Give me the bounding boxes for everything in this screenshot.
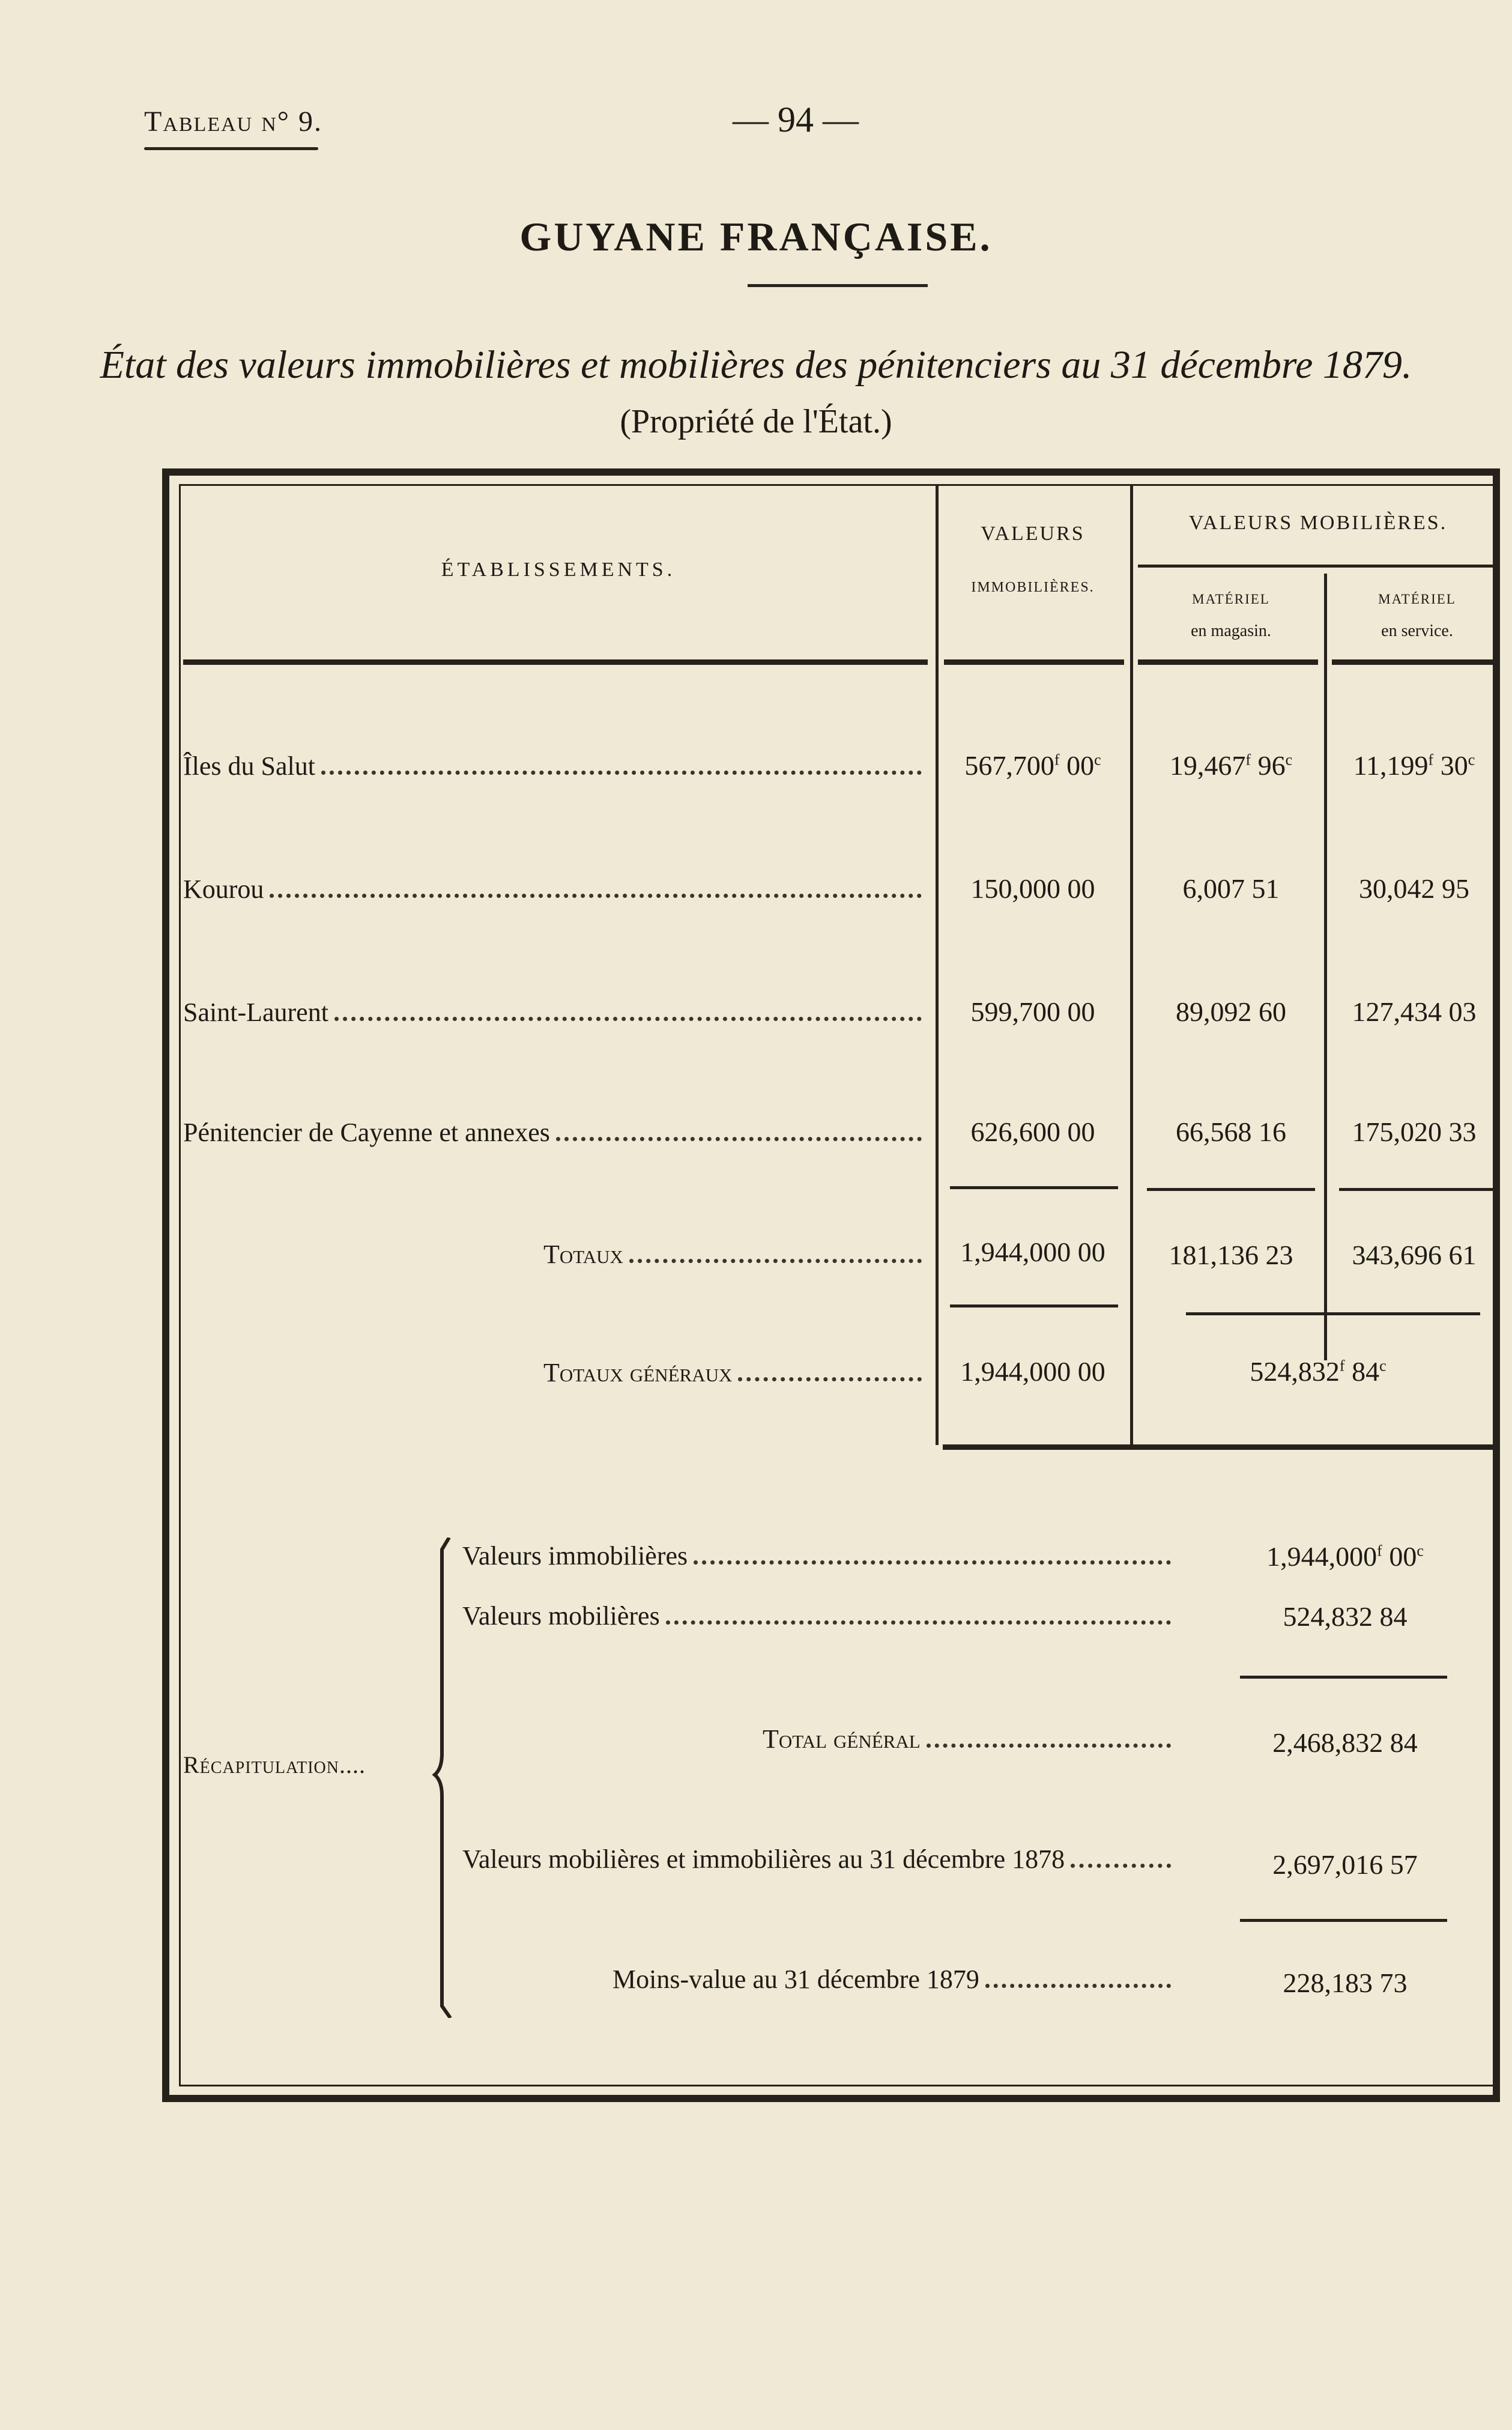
- column-header-materiel-service-sub: en service.: [1381, 622, 1453, 640]
- cell-value: 11,199: [1353, 750, 1429, 781]
- centime-mark: c: [1468, 751, 1475, 769]
- row-name: Saint-Laurent: [183, 998, 328, 1027]
- totaux-generaux-mob: [1141, 1356, 1495, 1387]
- recap-text: Valeurs mobilières: [462, 1601, 660, 1631]
- column-rule-1: [936, 484, 939, 1445]
- recap-valeurs-1878: [462, 1844, 1177, 1876]
- column-header-etablissements: ÉTABLISSEMENTS.: [441, 559, 676, 581]
- recap-immobilieres-value: [1225, 1541, 1465, 1572]
- leader-dots: [629, 1259, 922, 1263]
- column-rule-2: [1130, 484, 1133, 1445]
- cell-value: 1,944,000: [1266, 1541, 1377, 1572]
- row-name: Kourou: [183, 874, 264, 904]
- centime-mark: c: [1417, 1542, 1424, 1560]
- table-row-label: [183, 874, 928, 906]
- leader-dots: [927, 1744, 1171, 1748]
- totaux-imm: 1,944,000 00: [960, 1237, 1105, 1267]
- sum-rule-mag: [1147, 1188, 1315, 1191]
- cell-imm: [943, 750, 1123, 781]
- column-header-materiel-magasin: MATÉRIEL: [1192, 592, 1270, 607]
- recapitulation-label: Récapitulation....: [183, 1751, 366, 1778]
- recap-total-general: [763, 1724, 1177, 1756]
- header-rule-mag: [1138, 659, 1318, 665]
- page-title: GUYANE FRANÇAISE.: [519, 214, 993, 259]
- totaux-text: Totaux: [543, 1240, 623, 1269]
- title-divider: [748, 284, 928, 287]
- recap-mobilieres: [462, 1601, 1177, 1633]
- table-subtitle-note: (Propriété de l'État.): [620, 403, 892, 440]
- column-header-materiel-magasin-sub: en magasin.: [1191, 622, 1271, 640]
- table-subtitle: État des valeurs immobilières et mobilières des pénitenciers au 31 décembre 1879.: [100, 343, 1412, 387]
- leader-dots: [694, 1560, 1171, 1565]
- totaux-generaux-label: [543, 1357, 928, 1390]
- recap-total-general-value: 2,468,832 84: [1272, 1727, 1418, 1758]
- column-header-materiel-service: MATÉRIEL: [1378, 592, 1456, 607]
- leader-dots: [985, 1984, 1171, 1988]
- leader-dots: [321, 771, 922, 775]
- franc-mark: f: [1245, 751, 1251, 769]
- cell-cents: 96: [1257, 750, 1286, 781]
- page-number: — 94 —: [733, 100, 859, 139]
- recapitulation-text: Récapitulation: [183, 1751, 339, 1778]
- table-row-label: [183, 997, 928, 1029]
- leader-dots: [666, 1620, 1171, 1625]
- totaux-serv: 343,696 61: [1352, 1240, 1477, 1270]
- cell-serv: 127,434 03: [1352, 996, 1477, 1027]
- cell-serv: 30,042 95: [1359, 873, 1469, 904]
- cell-cents: 00: [1389, 1541, 1417, 1572]
- franc-mark: f: [1339, 1357, 1345, 1375]
- leader-dots: [270, 894, 922, 898]
- franc-mark: f: [1377, 1542, 1382, 1560]
- table-bottom-rule: [943, 1444, 1498, 1450]
- column-header-valeurs-mobilieres: VALEURS MOBILIÈRES.: [1188, 512, 1448, 534]
- centime-mark: c: [1379, 1357, 1387, 1375]
- tableau-label: Tableau n° 9.: [144, 106, 322, 138]
- recap-moins-value: [612, 1964, 1177, 1996]
- cell-imm: 150,000 00: [970, 873, 1095, 904]
- column-header-valeurs-immobilieres-sub: IMMOBILIÈRES.: [971, 580, 1095, 595]
- sum-rule-imm-2: [950, 1304, 1118, 1307]
- cell-value: 19,467: [1169, 750, 1246, 781]
- mobilieres-header-rule: [1138, 565, 1495, 568]
- table-row-label: [183, 1117, 928, 1150]
- column-rule-3: [1324, 574, 1327, 1360]
- table-row-label: [183, 751, 928, 783]
- totaux-generaux-text: Totaux généraux: [543, 1358, 733, 1387]
- totaux-generaux-imm: 1,944,000 00: [960, 1356, 1105, 1387]
- recap-immobilieres: [462, 1541, 1177, 1573]
- recap-text: Valeurs immobilières: [462, 1541, 688, 1571]
- cell-cents: 84: [1352, 1356, 1380, 1387]
- cell-mag: 89,092 60: [1176, 996, 1286, 1027]
- row-name: Pénitencier de Cayenne et annexes: [183, 1118, 550, 1147]
- cell-serv: [1330, 750, 1498, 781]
- tableau-underline: [144, 147, 318, 150]
- cell-cents: 00: [1066, 750, 1095, 781]
- column-header-valeurs-immobilieres: VALEURS: [981, 523, 1085, 545]
- cell-value: 524,832: [1250, 1356, 1340, 1387]
- totaux-label: [543, 1239, 928, 1271]
- franc-mark: f: [1054, 751, 1060, 769]
- leader-dots: [738, 1377, 922, 1381]
- row-name: Îles du Salut: [183, 751, 315, 781]
- centime-mark: c: [1285, 751, 1293, 769]
- leader-dots: [334, 1017, 922, 1021]
- totaux-mag: 181,136 23: [1169, 1240, 1293, 1270]
- sum-rule-mob: [1186, 1312, 1480, 1315]
- leader-dots: [556, 1137, 922, 1141]
- cell-serv: 175,020 33: [1352, 1117, 1477, 1147]
- cell-cents: 30: [1440, 750, 1468, 781]
- cell-imm: 626,600 00: [970, 1117, 1095, 1147]
- recap-text: Valeurs mobilières et immobilières au 31 décembre 1878: [462, 1844, 1065, 1874]
- recap-mobilieres-value: 524,832 84: [1283, 1601, 1408, 1632]
- recap-brace-icon: [432, 1538, 462, 2018]
- sum-rule-serv: [1339, 1188, 1495, 1191]
- franc-mark: f: [1428, 751, 1434, 769]
- recap-text: Moins-value au 31 décembre 1879: [612, 1965, 979, 1994]
- recap-sum-rule: [1240, 1676, 1447, 1679]
- recap-valeurs-1878-value: 2,697,016 57: [1272, 1849, 1418, 1880]
- header-rule-serv: [1332, 659, 1497, 665]
- header-rule-etab: [183, 659, 928, 665]
- leader-dots: [1071, 1864, 1171, 1868]
- recap-text: Total général: [763, 1724, 921, 1754]
- cell-mag: [1141, 750, 1321, 781]
- cell-mag: 66,568 16: [1176, 1117, 1286, 1147]
- cell-value: 567,700: [964, 750, 1054, 781]
- cell-mag: 6,007 51: [1182, 873, 1280, 904]
- header-rule-imm: [944, 659, 1124, 665]
- sum-rule-imm: [950, 1186, 1118, 1189]
- cell-imm: 599,700 00: [970, 996, 1095, 1027]
- centime-mark: c: [1094, 751, 1101, 769]
- recap-moins-value-value: 228,183 73: [1283, 1968, 1408, 1998]
- recap-diff-rule: [1240, 1919, 1447, 1922]
